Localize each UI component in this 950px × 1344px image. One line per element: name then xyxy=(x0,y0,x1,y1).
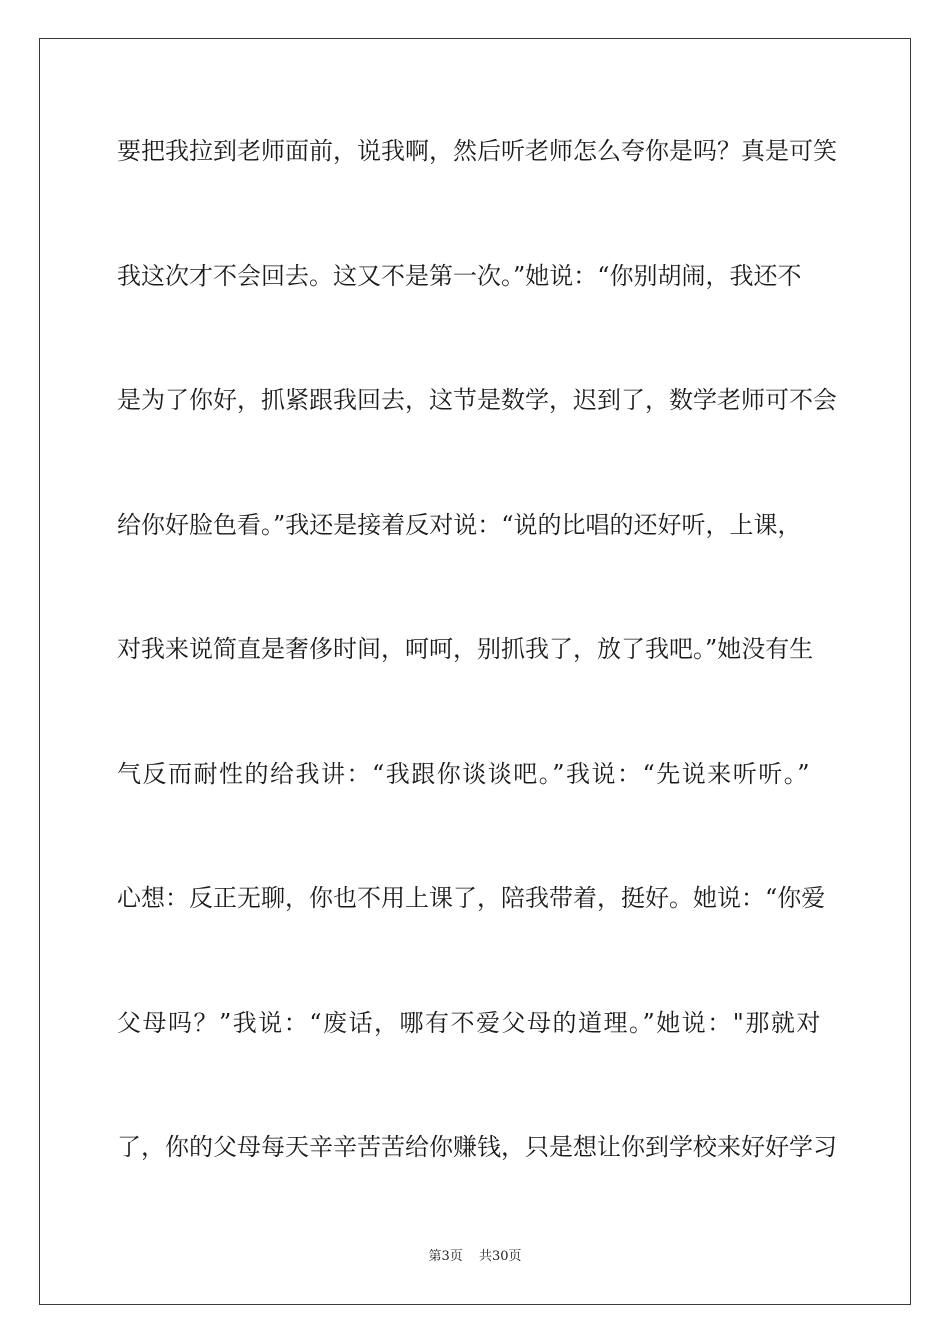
page-border xyxy=(39,38,911,1305)
body-text-line-5: 对我来说简直是奢侈时间，呵呵，别抓我了，放了我吧。”她没有生 xyxy=(117,635,814,663)
body-text-line-9: 了，你的父母每天辛辛苦苦给你赚钱，只是想让你到学校来好好学习 xyxy=(117,1133,837,1161)
page-number-current: 第3页 xyxy=(428,1249,463,1264)
body-text-line-8: 父母吗？”我说：“废话，哪有不爱父母的道理。”她说："那就对 xyxy=(117,1009,822,1037)
page-number-total: 共30页 xyxy=(478,1249,522,1264)
body-text-line-1: 要把我拉到老师面前，说我啊，然后听老师怎么夸你是吗？真是可笑 xyxy=(117,137,837,165)
body-text-line-7: 心想：反正无聊，你也不用上课了，陪我带着，挺好。她说：“你爱 xyxy=(117,884,826,912)
body-text-line-6: 气反而耐性的给我讲：“我跟你谈谈吧。”我说：“先说来听听。” xyxy=(117,760,812,788)
body-text-line-2: 我这次才不会回去。这又不是第一次。”她说：“你别胡闹，我还不 xyxy=(117,262,802,290)
body-text-line-3: 是为了你好，抓紧跟我回去，这节是数学，迟到了，数学老师可不会 xyxy=(117,386,837,414)
page-footer xyxy=(0,1248,950,1266)
body-text-line-4: 给你好脸色看。”我还是接着反对说：“说的比唱的还好听，上课， xyxy=(117,511,802,539)
